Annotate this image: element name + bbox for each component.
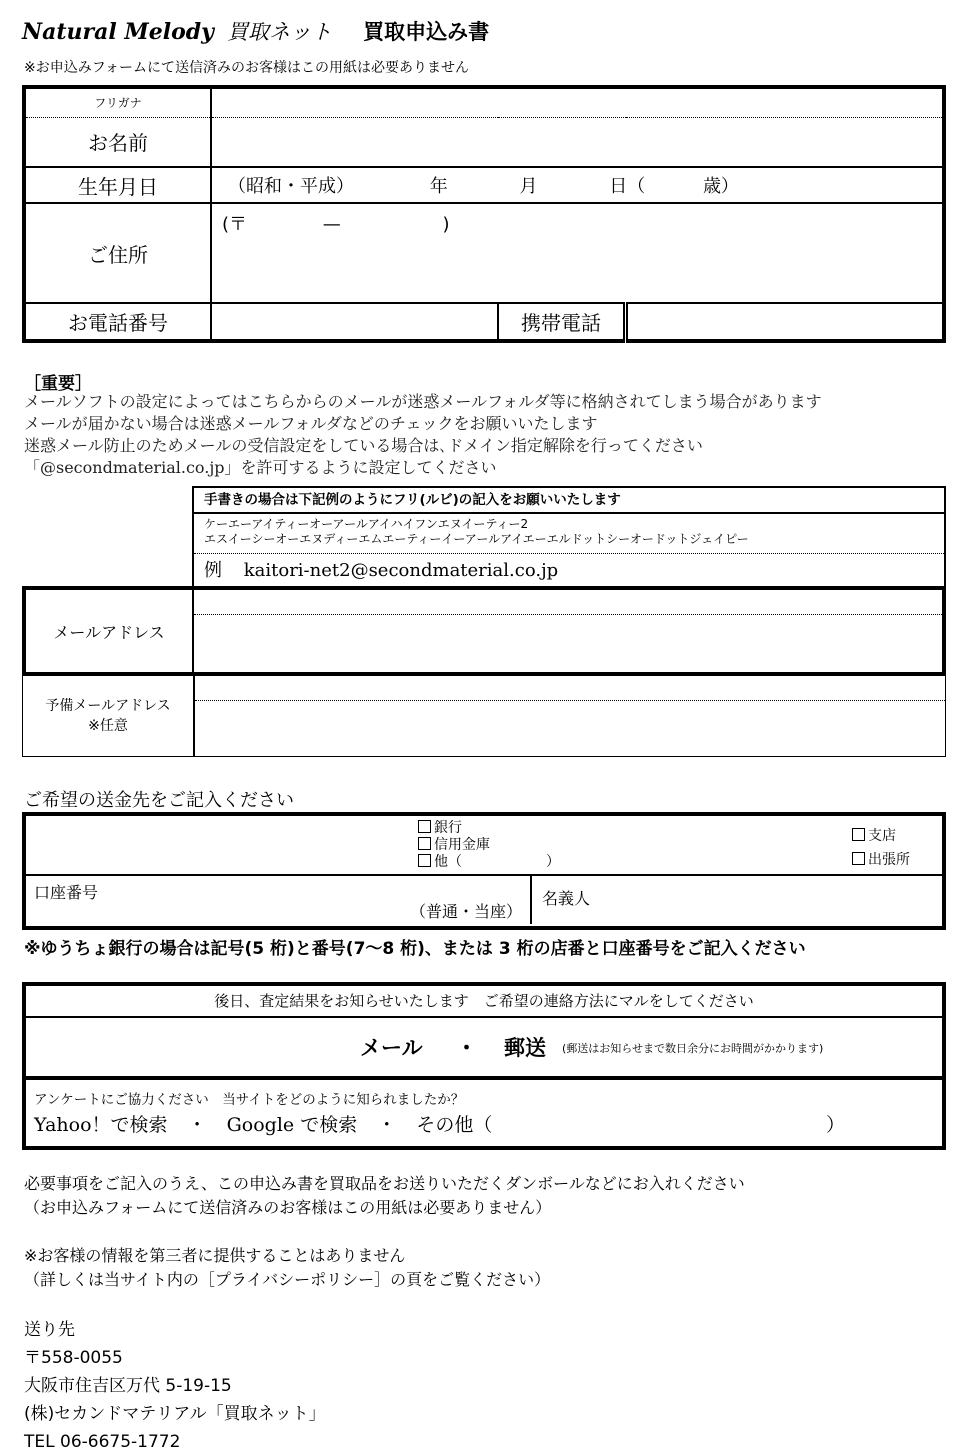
address-field[interactable] (211, 203, 944, 303)
account-type: （普通・当座） (409, 902, 522, 921)
site-name: 買取ネット (227, 20, 333, 44)
email-field[interactable] (194, 590, 942, 672)
important-line: 迷惑メール防止のためメールの受信設定をしている場合は､ドメイン指定解除を行ってください (24, 436, 703, 455)
option-bank[interactable]: 銀行 (418, 820, 560, 837)
address-label: ご住所 (24, 203, 211, 303)
email-example (194, 554, 944, 588)
method-mail[interactable]: メール (360, 1036, 423, 1060)
name-field[interactable] (211, 117, 944, 167)
header-note: ※お申込みフォームにて送信済みのお客様はこの用紙は必要ありません (24, 60, 470, 76)
phone-label: お電話番号 (24, 303, 211, 341)
option-sub-branch[interactable]: 出張所 (852, 848, 910, 872)
checkbox-icon[interactable] (418, 837, 431, 850)
checkbox-icon[interactable] (852, 828, 865, 841)
important-line: メールソフトの設定によってはこちらからのメールが迷惑メールフォルダ等に格納されてしまう場合があります (24, 392, 822, 411)
birth-day: 日（ (609, 176, 646, 197)
furigana-label: フリガナ (24, 87, 211, 117)
important-line: メールが届かない場合は迷惑メールフォルダなどのチェックをお願いいたします (24, 414, 598, 433)
birth-field[interactable] (211, 167, 944, 203)
ship-to-company: (株)セカンドマテリアル「買取ネット」 (24, 1404, 326, 1424)
checkbox-icon[interactable] (418, 820, 431, 833)
post-note: (郵送はお知らせまで数日余分にお時間がかかります) (562, 1042, 824, 1055)
privacy-notice (24, 1244, 550, 1292)
yucho-note: ※ゆうちょ銀行の場合は記号(5 桁)と番号(7～8 桁)、または 3 桁の店番と口座番号をご記入ください (24, 939, 806, 959)
branch-options (852, 824, 910, 872)
email-ruby-field[interactable] (194, 590, 942, 615)
example-prefix: 例 (204, 560, 222, 581)
account-row (26, 876, 942, 924)
ship-to-label: 送り先 (24, 1320, 75, 1340)
ship-to-block (24, 1316, 326, 1456)
bank-heading: ご希望の送金先をご記入ください (24, 790, 294, 811)
contact-method-row (26, 1018, 942, 1080)
account-number-field[interactable] (26, 876, 532, 924)
survey-other[interactable]: その他（ (416, 1114, 493, 1136)
name-label: お名前 (24, 117, 211, 167)
brand-name: Natural Melody (22, 19, 214, 45)
footer-instructions (24, 1172, 745, 1220)
applicant-table (22, 85, 946, 343)
important-line: 「@secondmaterial.co.jp」を許可するように設定してください (24, 458, 497, 477)
mobile-label: 携帯電話 (498, 303, 626, 341)
checkbox-icon[interactable] (852, 852, 865, 865)
survey-prompt: アンケートにご協力ください 当サイトをどのように知られましたか？ (34, 1092, 465, 1108)
birth-month: 月 (519, 176, 538, 197)
method-separator: ・ (456, 1036, 477, 1060)
bank-type-options (418, 820, 560, 871)
postal-open: (〒 (222, 214, 248, 235)
survey-close: ） (826, 1114, 846, 1136)
ship-to-address: 大阪市住吉区万代 5-19-15 (24, 1376, 232, 1396)
bank-box (22, 812, 946, 930)
survey-row (26, 1080, 942, 1144)
ship-to-tel: TEL 06-6675-1772 (24, 1432, 181, 1452)
ruby-line-2: エスイーシーオーエヌディーエムエーティーイーアールアイエーエルドットシーオードットジェイピー (204, 532, 749, 546)
contact-box (22, 982, 946, 1150)
email-label: メールアドレス (26, 590, 194, 672)
spare-email-box (22, 676, 946, 757)
mobile-field[interactable] (626, 303, 945, 341)
holder-label: 名義人 (542, 889, 591, 908)
spare-email-label-cell (23, 676, 195, 756)
phone-field[interactable] (211, 303, 498, 341)
spare-email-field[interactable] (195, 676, 945, 756)
important-notice (24, 391, 822, 479)
furigana-field[interactable] (211, 87, 944, 117)
postal-close: ) (442, 214, 450, 235)
postal-dash: — (322, 214, 341, 235)
birth-label: 生年月日 (24, 167, 211, 203)
email-example-box (192, 486, 946, 590)
option-credit-union[interactable]: 信用金庫 (418, 837, 560, 854)
birth-year: 年 (429, 176, 448, 197)
holder-field[interactable] (532, 876, 942, 924)
account-number-label: 口座番号 (34, 883, 99, 902)
contact-prompt: 後日、査定結果をお知らせいたします ご希望の連絡方法にマルをしてください (26, 986, 942, 1018)
spare-email-note: ※任意 (88, 718, 128, 734)
checkbox-icon[interactable] (418, 854, 431, 867)
spare-email-label: 予備メールアドレス (45, 698, 171, 714)
method-post[interactable]: 郵送 (504, 1036, 546, 1060)
form-header (22, 16, 489, 46)
survey-google[interactable]: Google で検索 (226, 1114, 358, 1136)
footer-line: 必要事項をご記入のうえ、この申込み書を買取品をお送りいただくダンボールなどにお入れください (24, 1174, 745, 1193)
important-heading: ［重要］ (24, 374, 92, 394)
footer-line: （お申込みフォームにて送信済みのお客様はこの用紙は必要ありません） (24, 1198, 552, 1217)
form-title: 買取申込み書 (363, 20, 490, 44)
privacy-line: （詳しくは当サイト内の［プライバシーポリシー］の頁をご覧ください） (24, 1270, 551, 1289)
birth-era: （昭和・平成） (228, 176, 354, 197)
ship-to-postal: 〒558-0055 (24, 1348, 123, 1368)
bank-name-row (26, 816, 942, 876)
example-address: kaitori-net2@secondmaterial.co.jp (243, 560, 559, 581)
email-ruby (194, 514, 944, 554)
option-other[interactable]: 他（ ） (418, 854, 560, 871)
survey-yahoo[interactable]: Yahoo！で検索 (34, 1114, 168, 1136)
email-main-box (22, 586, 946, 676)
ruby-line-1: ケーエーアイティーオーアールアイハイフンエヌイーティー2 (204, 517, 529, 531)
email-instruction: 手書きの場合は下記例のようにフリ(ルビ)の記入をお願いいたします (194, 488, 944, 514)
spare-email-ruby-field[interactable] (195, 676, 945, 701)
option-branch[interactable]: 支店 (852, 824, 910, 848)
birth-age: 歳） (702, 176, 739, 197)
survey-options: Yahoo！で検索 ・ Google で検索 ・ その他（ (34, 1114, 493, 1136)
privacy-line: ※お客様の情報を第三者に提供することはありません (24, 1246, 406, 1265)
